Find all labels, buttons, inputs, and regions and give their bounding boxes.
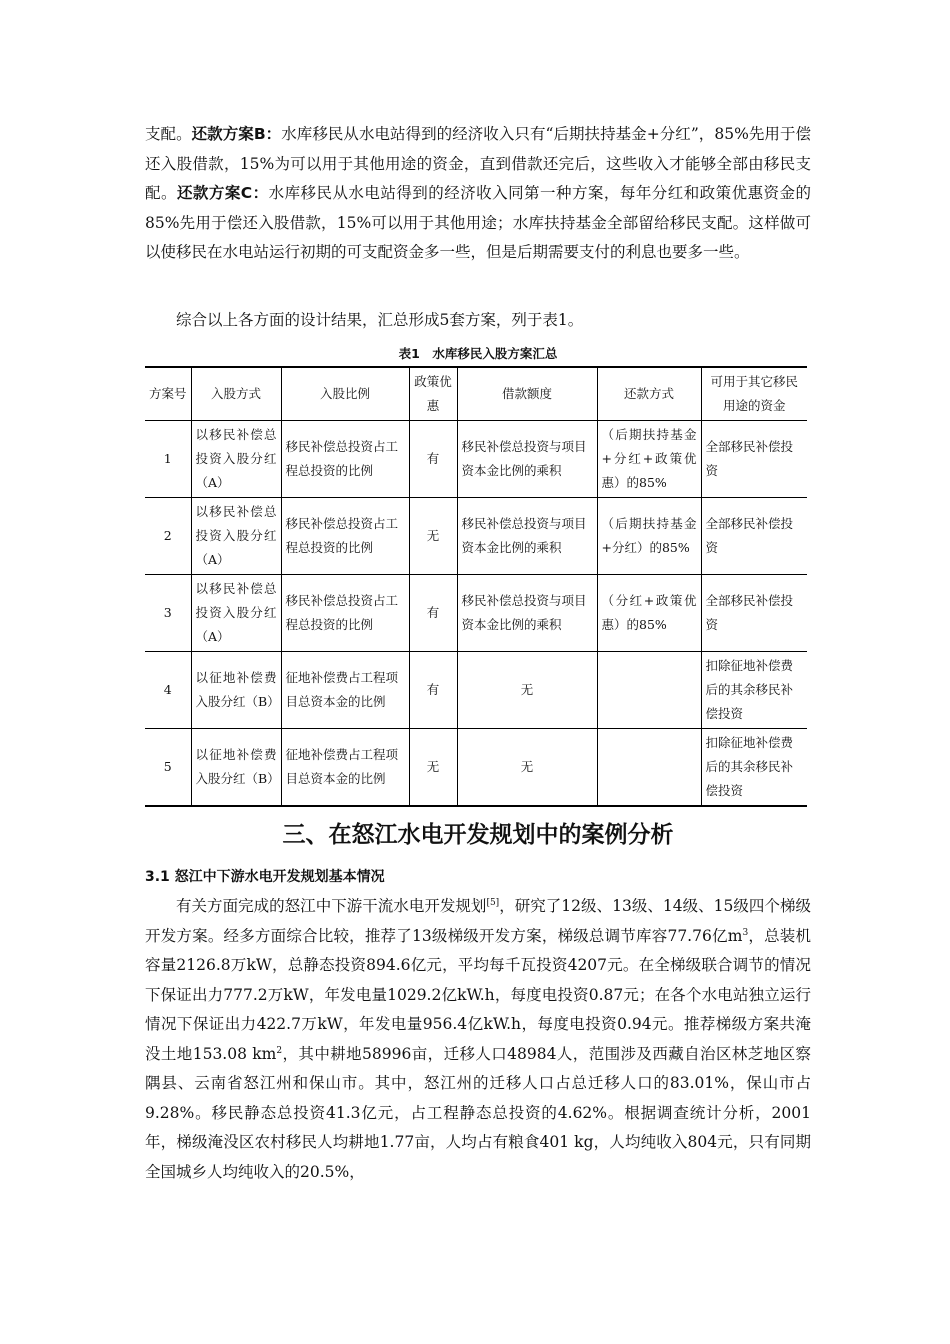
- cell-other-funds: 扣除征地补偿费后的其余移民补偿投资: [701, 652, 807, 729]
- cell-policy-benefit: 无: [409, 729, 457, 807]
- cell-policy-benefit: 有: [409, 652, 457, 729]
- para1-text-3: 水库移民从水电站得到的经济收入同第一种方案，每年分红和政策优惠资金的85%先用于偿还入股借款，15%可以用于其他用途；水库扶持基金全部留给移民支配。这样做可以使移民在水电站运行初期的可支配资金多一些，但是后期需要支付的利息也要多一些。: [145, 184, 811, 261]
- cell-share-ratio: 征地补偿费占工程项目总资本金的比例: [281, 652, 409, 729]
- para1-text-1: 支配。: [145, 125, 192, 143]
- cell-loan-amount: 无: [457, 729, 597, 807]
- cell-loan-amount: 无: [457, 652, 597, 729]
- cell-plan-no: 5: [145, 729, 191, 807]
- cell-other-funds: 扣除征地补偿费后的其余移民补偿投资: [701, 729, 807, 807]
- repayment-plan-c-label: 还款方案C：: [176, 184, 269, 202]
- cell-share-method: 以征地补偿费入股分红（B）: [191, 652, 281, 729]
- cell-loan-amount: 移民补偿总投资与项目资本金比例的乘积: [457, 498, 597, 575]
- header-share-method: 入股方式: [191, 367, 281, 421]
- table-caption: 表1 水库移民入股方案汇总: [398, 346, 558, 361]
- cell-share-ratio: 征地补偿费占工程项目总资本金的比例: [281, 729, 409, 807]
- header-repayment-method: 还款方式: [597, 367, 701, 421]
- cell-repayment-method: [597, 729, 701, 807]
- superscript-square: 2: [276, 1045, 283, 1056]
- cell-share-ratio: 移民补偿总投资占工程总投资的比例: [281, 421, 409, 498]
- table-row: [145, 652, 807, 729]
- cell-repayment-method: （分红+政策优惠）的85%: [597, 575, 701, 652]
- repayment-plan-b-label: 还款方案B：: [191, 125, 282, 143]
- para3-text-4: ，其中耕地58996亩，迁移人口48984人，范围涉及西藏自治区林芝地区察隅县、云南省怒江州和保山市。其中，怒江州的迁移人口占总迁移人口的83.01%，保山市占9.28%。移民静态总投资41.3亿元，占工程静态总投资的4.62%。根据调查统计分析，2001年，梯级淹没区农村移民人均耕地1.77亩，人均占有粮食401 kg，人均纯收入804元，只有同期全国城乡人均纯收入的20.5%，: [145, 1044, 811, 1181]
- header-plan-no: 方案号: [145, 367, 191, 421]
- header-other-funds: 可用于其它移民用途的资金: [701, 367, 807, 421]
- cell-share-method: 以移民补偿总投资入股分红（A）: [191, 421, 281, 498]
- cell-repayment-method: （后期扶持基金+分红+政策优惠）的85%: [597, 421, 701, 498]
- superscript-cubic: 3: [742, 927, 749, 938]
- plan-summary-table: [145, 366, 807, 807]
- cell-other-funds: 全部移民补偿投资: [701, 498, 807, 575]
- table-header-row: [145, 367, 807, 421]
- table-row: [145, 729, 807, 807]
- para1-text-2: 水库移民从水电站得到的经济收入只有“后期扶持基金+分红”，85%先用于偿还入股借款，15%为可以用于其他用途的资金，直到借款还完后，这些收入才能够全部由移民支配。: [145, 125, 811, 202]
- cell-repayment-method: （后期扶持基金+分红）的85%: [597, 498, 701, 575]
- cell-repayment-method: [597, 652, 701, 729]
- para3-text-1: 有关方面完成的怒江中下游干流水电开发规划: [176, 897, 487, 915]
- cell-plan-no: 2: [145, 498, 191, 575]
- paragraph-nujiang-overview: [145, 892, 811, 1187]
- cell-share-method: 以移民补偿总投资入股分红（A）: [191, 575, 281, 652]
- cell-share-method: 以移民补偿总投资入股分红（A）: [191, 498, 281, 575]
- table-row: [145, 421, 807, 498]
- para3-text-3: ，总装机容量2126.8万kW，总静态投资894.6亿元，平均每千瓦投资4207元。在全梯级联合调节的情况下保证出力777.2万kW，年发电量1029.2亿kW.h，每度电投资0.87元；在各个水电站独立运行情况下保证出力422.7万kW，年发电量956.4亿kW.h，每度电投资0.94元。推荐梯级方案共淹没土地153.08 km: [145, 926, 811, 1063]
- cell-other-funds: 全部移民补偿投资: [701, 575, 807, 652]
- cell-plan-no: 4: [145, 652, 191, 729]
- cell-plan-no: 1: [145, 421, 191, 498]
- cell-loan-amount: 移民补偿总投资与项目资本金比例的乘积: [457, 575, 597, 652]
- cell-share-ratio: 移民补偿总投资占工程总投资的比例: [281, 498, 409, 575]
- cell-loan-amount: 移民补偿总投资与项目资本金比例的乘积: [457, 421, 597, 498]
- subsection-title: 3.1 怒江中下游水电开发规划基本情况: [145, 869, 385, 885]
- cell-policy-benefit: 无: [409, 498, 457, 575]
- table-row: [145, 575, 807, 652]
- header-policy-benefit: 政策优惠: [409, 367, 457, 421]
- paragraph-repayment-plans: [145, 120, 811, 268]
- cell-other-funds: 全部移民补偿投资: [701, 421, 807, 498]
- section-title: 三、在怒江水电开发规划中的案例分析: [282, 822, 674, 848]
- para3-text-2: ，研究了12级、13级、14级、15级四个梯级开发方案。经多方面综合比较，推荐了13级梯级开发方案，梯级总调节库容77.76亿m: [145, 897, 811, 945]
- cell-plan-no: 3: [145, 575, 191, 652]
- citation-ref: [5]: [486, 897, 500, 908]
- cell-share-ratio: 移民补偿总投资占工程总投资的比例: [281, 575, 409, 652]
- header-loan-amount: 借款额度: [457, 367, 597, 421]
- cell-policy-benefit: 有: [409, 575, 457, 652]
- table-row: [145, 498, 807, 575]
- paragraph-summary: 综合以上各方面的设计结果，汇总形成5套方案，列于表1。: [176, 311, 584, 329]
- cell-share-method: 以征地补偿费入股分红（B）: [191, 729, 281, 807]
- header-share-ratio: 入股比例: [281, 367, 409, 421]
- cell-policy-benefit: 有: [409, 421, 457, 498]
